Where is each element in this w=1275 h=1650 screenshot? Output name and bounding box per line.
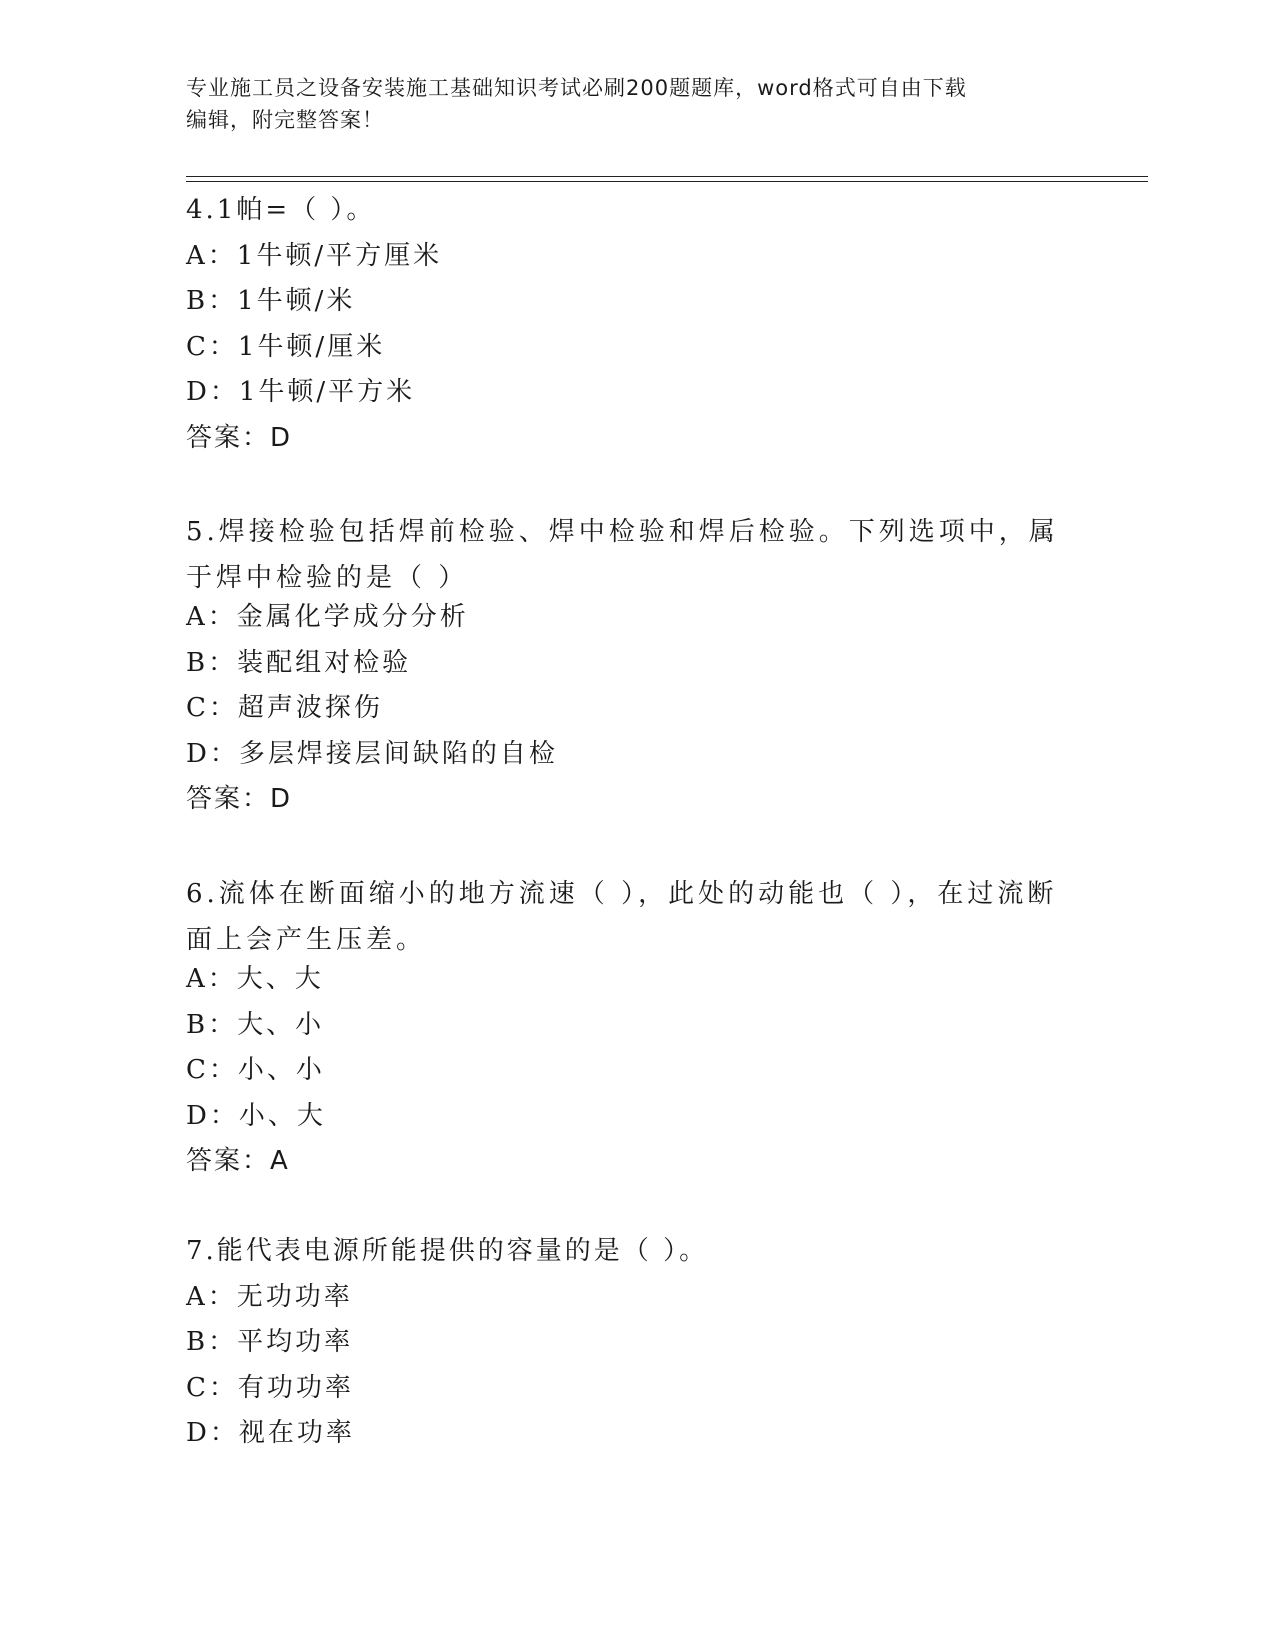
option-c: C：小、小: [186, 1055, 325, 1085]
header-line-2: 编辑，附完整答案！: [186, 108, 384, 132]
question-text: 6.流体在断面缩小的地方流速（ ），此处的动能也（ ），在过流断面上会产生压差。: [186, 879, 1058, 955]
question-7: [186, 1235, 1066, 1463]
question-text: 5.焊接检验包括焊前检验、焊中检验和焊后检验。下列选项中，属于焊中检验的是（ ）: [186, 517, 1059, 593]
option-d: D：1牛顿/平方米: [186, 377, 416, 407]
option-c: C：有功功率: [186, 1372, 354, 1403]
option-b: B：1牛顿/米: [186, 286, 356, 316]
option-c: C：超声波探伤: [186, 693, 383, 723]
document-header: [186, 72, 1066, 136]
answer: 答案：A: [186, 1146, 290, 1176]
option-d: D：小、大: [186, 1100, 326, 1131]
option-b: B：装配组对检验: [186, 647, 412, 678]
question-4: [186, 194, 1066, 467]
question-text: 4.1帕=（ ）。: [186, 195, 376, 225]
question-6: [186, 872, 1066, 1191]
option-d: D：视在功率: [186, 1418, 355, 1448]
option-c: C：1牛顿/厘米: [186, 331, 386, 362]
header-line-1: 专业施工员之设备安装施工基础知识考试必刷200题题库，word格式可自由下载: [186, 76, 967, 100]
header-divider-bottom: [186, 181, 1148, 182]
option-b: B：平均功率: [186, 1327, 354, 1357]
option-a: A：无功功率: [186, 1281, 353, 1312]
answer: 答案：D: [186, 422, 293, 453]
option-b: B：大、小: [186, 1009, 325, 1040]
answer: 答案：D: [186, 784, 293, 814]
question-5: [186, 510, 1066, 829]
option-a: A：金属化学成分分析: [186, 602, 469, 632]
question-text: 7.能代表电源所能提供的容量的是（ ）。: [186, 1236, 709, 1266]
option-a: A：大、大: [186, 964, 324, 994]
option-d: D：多层焊接层间缺陷的自检: [186, 738, 558, 769]
option-a: A：1牛顿/平方厘米: [186, 240, 443, 271]
header-divider-top: [186, 176, 1148, 177]
